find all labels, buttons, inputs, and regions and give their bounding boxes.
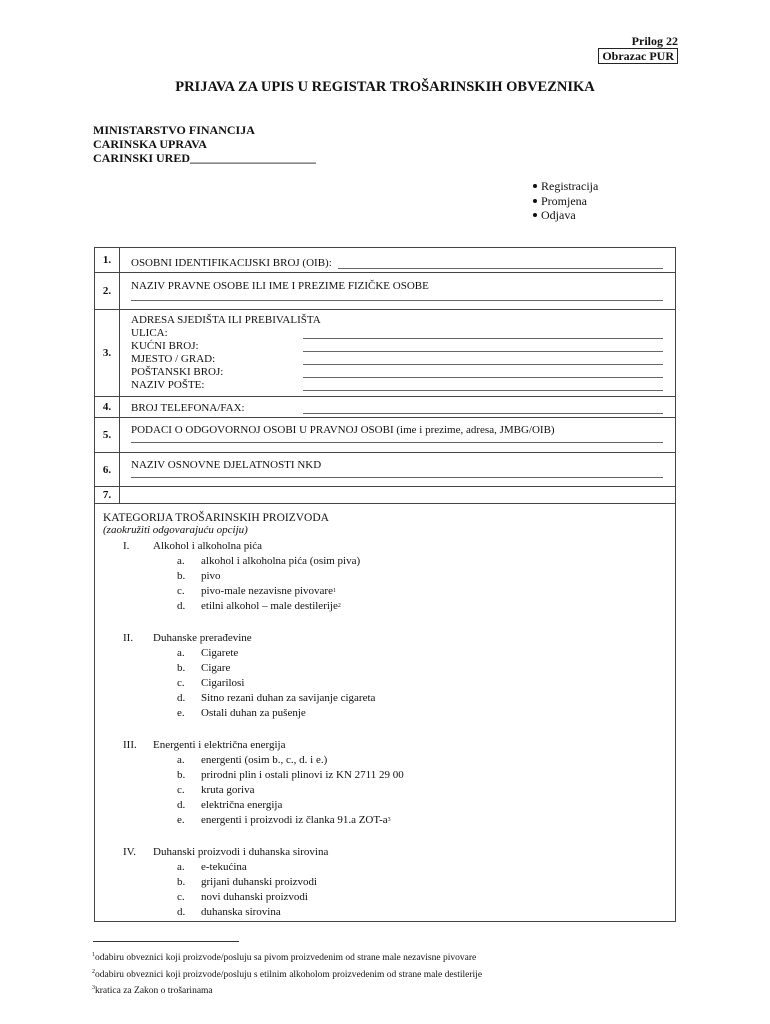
- row-activity: [95, 453, 675, 487]
- row-responsible-person: [95, 418, 675, 453]
- responsible-person-input-line[interactable]: [131, 442, 663, 443]
- category-option[interactable]: [177, 859, 663, 874]
- ministry-name: MINISTARSTVO FINANCIJA: [93, 123, 255, 137]
- category-group: [103, 844, 663, 919]
- bullet-icon: [533, 184, 537, 188]
- option-letter: d.: [177, 691, 186, 704]
- footnote: [92, 982, 482, 999]
- street-input-line[interactable]: [303, 329, 663, 339]
- row-number: 1.: [95, 248, 120, 272]
- roman-numeral: IV.: [123, 845, 136, 858]
- row-number: 3.: [95, 310, 120, 396]
- option-label: Promjena: [541, 193, 587, 208]
- option-text: prirodni plin i ostali plinovi iz KN 2711 29 00: [201, 768, 404, 781]
- option-text: novi duhanski proizvodi: [201, 890, 308, 903]
- option-text: alkohol i alkoholna pića (osim piva): [201, 554, 361, 567]
- category-group-heading[interactable]: [103, 737, 663, 752]
- option-letter: d.: [177, 905, 186, 918]
- category-option[interactable]: [177, 660, 663, 675]
- option-letter: c.: [177, 783, 185, 796]
- authority-block: [93, 123, 316, 165]
- option-letter: d.: [177, 599, 186, 612]
- category-group-name: Alkohol i alkoholna pića: [153, 539, 263, 552]
- category-group: [103, 737, 663, 827]
- page-title: PRIJAVA ZA UPIS U REGISTAR TROŠARINSKIH OBVEZNIKA: [175, 79, 595, 95]
- row-number: 2.: [95, 273, 120, 309]
- category-option[interactable]: [177, 705, 663, 720]
- option-letter: b.: [177, 875, 186, 888]
- option-letter: e.: [177, 813, 185, 826]
- option-letter: a.: [177, 753, 185, 766]
- footnote-mark: 2: [92, 968, 95, 975]
- post-office-input-line[interactable]: [303, 381, 663, 391]
- option-label: Odjava: [541, 208, 576, 222]
- category-option[interactable]: [177, 553, 663, 568]
- footnote-text: odabiru obveznici koji proizvode/posluju sa pivom proizvedenim od strane male nezavisne pivovare: [95, 953, 477, 964]
- customs-administration: CARINSKA UPRAVA: [93, 137, 207, 151]
- oib-input-line[interactable]: [338, 260, 663, 269]
- category-option[interactable]: [177, 812, 663, 827]
- category-group-heading[interactable]: [103, 538, 663, 553]
- option-letter: b.: [177, 661, 186, 674]
- option-text: pivo: [201, 569, 221, 582]
- option-letter: c.: [177, 890, 185, 903]
- option-label: Registracija: [541, 179, 599, 193]
- option-letter: c.: [177, 676, 185, 689]
- excise-category-section: [95, 504, 675, 921]
- option-text: Cigarete: [201, 646, 239, 659]
- option-letter: e.: [177, 706, 185, 719]
- option-text: Sitno rezani duhan za savijanje cigareta: [201, 691, 376, 704]
- row-category-header: [95, 487, 675, 504]
- row-number: 6.: [95, 453, 120, 486]
- phone-input-line[interactable]: [303, 405, 663, 414]
- option-letter: b.: [177, 569, 186, 582]
- option-deregistration[interactable]: [533, 208, 598, 223]
- footnote-text: odabiru obveznici koji proizvode/posluju s etilnim alkoholom proizvedenim od strane male destilerije: [95, 969, 483, 980]
- category-instruction: (zaokružiti odgovarajuću opciju): [103, 524, 248, 536]
- footnote-mark: 3: [92, 985, 95, 992]
- bullet-icon: [533, 199, 537, 203]
- option-text: pivo-male nezavisne pivovare: [201, 584, 333, 597]
- row-number: 7.: [95, 487, 120, 503]
- category-option[interactable]: [177, 568, 663, 583]
- option-text: etilni alkohol – male destilerije: [201, 599, 338, 612]
- street-label: ULICA:: [131, 327, 168, 339]
- footnote-mark: 1: [92, 952, 95, 958]
- option-text: električna energija: [201, 798, 283, 811]
- category-group-heading[interactable]: [103, 630, 663, 645]
- city-label: MJESTO / GRAD:: [131, 353, 216, 365]
- activity-input-line[interactable]: [131, 477, 663, 478]
- option-change[interactable]: [533, 194, 598, 209]
- postal-code-input-line[interactable]: [303, 368, 663, 378]
- footnote: [92, 949, 482, 966]
- option-text: grijani duhanski proizvodi: [201, 875, 318, 888]
- category-title: KATEGORIJA TROŠARINSKIH PROIZVODA: [103, 512, 329, 524]
- activity-label: NAZIV OSNOVNE DJELATNOSTI NKD: [131, 459, 322, 471]
- category-group-name: Energenti i električna energija: [153, 738, 286, 751]
- category-option[interactable]: [177, 767, 663, 782]
- option-letter: a.: [177, 554, 185, 567]
- form-code-box: Obrazac PUR: [598, 48, 678, 64]
- footnote-reference: 1: [332, 587, 336, 594]
- category-option[interactable]: [177, 645, 663, 660]
- footnote-reference: 2: [337, 602, 341, 609]
- category-option[interactable]: [177, 797, 663, 812]
- category-group: [103, 538, 663, 613]
- option-text: Ostali duhan za pušenje: [201, 706, 306, 719]
- category-option[interactable]: [177, 782, 663, 797]
- registration-form-table: [94, 247, 676, 922]
- house-number-input-line[interactable]: [303, 342, 663, 352]
- option-text: Cigarilosi: [201, 676, 245, 689]
- category-option[interactable]: [177, 752, 663, 767]
- city-input-line[interactable]: [303, 355, 663, 365]
- responsible-person-label: PODACI O ODGOVORNOJ OSOBI U PRAVNOJ OSOBI (ime i prezime, adresa, JMBG/OIB): [131, 424, 555, 436]
- category-option[interactable]: [177, 904, 663, 919]
- option-text: Cigare: [201, 661, 231, 674]
- option-text: kruta goriva: [201, 783, 255, 796]
- category-option[interactable]: [177, 598, 663, 613]
- option-letter: a.: [177, 860, 185, 873]
- address-label: ADRESA SJEDIŠTA ILI PREBIVALIŠTA: [131, 314, 321, 326]
- option-text: e-tekućina: [201, 860, 247, 873]
- row-number: 4.: [95, 397, 120, 417]
- name-input-line[interactable]: [131, 300, 663, 301]
- category-option[interactable]: [177, 583, 663, 598]
- oib-label: OSOBNI IDENTIFIKACIJSKI BROJ (OIB):: [131, 257, 332, 269]
- postal-code-label: POŠTANSKI BROJ:: [131, 366, 224, 378]
- option-text: energenti (osim b., c., d. i e.): [201, 753, 328, 766]
- option-letter: a.: [177, 646, 185, 659]
- footnote-separator: [93, 941, 239, 942]
- bullet-icon: [533, 213, 537, 217]
- category-group-name: Duhanske prerađevine: [153, 631, 252, 644]
- roman-numeral: III.: [123, 738, 137, 751]
- name-label: NAZIV PRAVNE OSOBE ILI IME I PREZIME FIZIČKE OSOBE: [131, 280, 429, 292]
- category-group-heading[interactable]: [103, 844, 663, 859]
- customs-office-field[interactable]: CARINSKI URED_____________________: [93, 151, 317, 165]
- request-type-options: [533, 179, 598, 223]
- roman-numeral: II.: [123, 631, 134, 644]
- phone-label: BROJ TELEFONA/FAX:: [131, 402, 245, 414]
- option-text: duhanska sirovina: [201, 905, 281, 918]
- post-office-label: NAZIV POŠTE:: [131, 379, 205, 391]
- option-registration[interactable]: [533, 179, 598, 194]
- house-number-label: KUĆNI BROJ:: [131, 340, 199, 352]
- footnote-text: kratica za Zakon o trošarinama: [95, 986, 213, 997]
- footnote-reference: 3: [387, 816, 391, 823]
- option-letter: b.: [177, 768, 186, 781]
- category-option[interactable]: [177, 874, 663, 889]
- row-number: 5.: [95, 418, 120, 452]
- option-letter: d.: [177, 798, 186, 811]
- row-address: [95, 310, 675, 397]
- option-text: energenti i proizvodi iz članka 91.a ZOT-a: [201, 813, 388, 826]
- category-group: [103, 630, 663, 720]
- footnotes: [92, 949, 482, 999]
- category-option[interactable]: [177, 675, 663, 690]
- category-group-name: Duhanski proizvodi i duhanska sirovina: [153, 845, 329, 858]
- category-option[interactable]: [177, 690, 663, 705]
- row-phone: [95, 397, 675, 418]
- category-option[interactable]: [177, 889, 663, 904]
- row-name: [95, 273, 675, 310]
- annex-number: Prilog 22: [631, 34, 678, 48]
- roman-numeral: I.: [123, 539, 130, 552]
- footnote: [92, 966, 482, 983]
- row-oib: [95, 248, 675, 273]
- option-letter: c.: [177, 584, 185, 597]
